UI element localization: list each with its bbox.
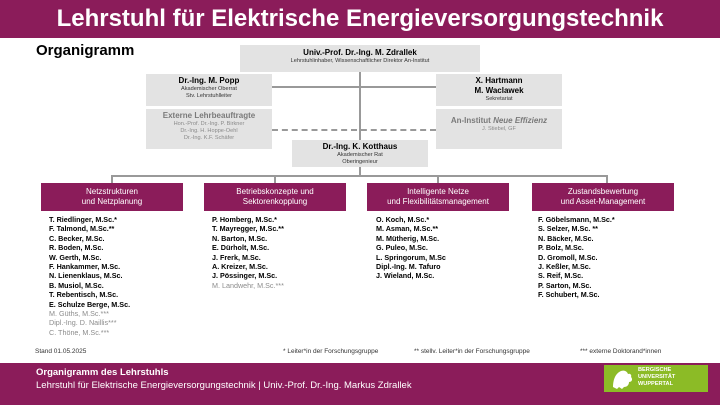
group-member: T. Mayregger, M.Sc.** [212, 224, 284, 234]
group-member-external: M. Güths, M.Sc.*** [49, 309, 109, 319]
group-title-line-1: Intelligente Netze [407, 187, 469, 196]
senior-engineer-role-1: Akademischer Rat [337, 152, 383, 158]
group-members-intelligente-netze [376, 215, 526, 281]
an-institut-name: Neue Effizienz [493, 116, 548, 125]
footer-subtitle: Lehrstuhl für Elektrische Energieversorgungstechnik | Univ.-Prof. Dr.-Ing. Markus Zdrallek [36, 380, 412, 391]
connector-columns-horizontal [111, 175, 608, 177]
an-institut-person: J. Stiebel, GF [482, 126, 516, 132]
group-member: J. Wieland, M.Sc. [376, 271, 435, 281]
university-name-line-3: WUPPERTAL [638, 381, 674, 387]
connector-column-1 [111, 175, 113, 183]
group-member-external: M. Landwehr, M.Sc.*** [212, 280, 284, 290]
lion-emblem-icon [607, 365, 637, 392]
group-member: N. Bäcker, M.Sc. [538, 233, 594, 243]
group-member: M. Asman, M.Sc.** [376, 224, 439, 234]
group-member: S. Reif, M.Sc. [538, 271, 584, 281]
secretariat-name-2: M. Waclawek [474, 86, 524, 95]
legend-deputy: ** stellv. Leiter*in der Forschungsgruppe [414, 348, 530, 355]
secretariat-name-1: X. Hartmann [475, 76, 523, 85]
group-title-line-1: Netzstrukturen [85, 187, 139, 196]
external-lecturers-box [146, 109, 272, 149]
group-member: T. Rebentisch, M.Sc. [49, 290, 119, 300]
group-member: B. Musiol, M.Sc. [49, 280, 104, 290]
group-member: Dipl.-Ing. M. Tafuro [376, 262, 441, 272]
group-member: R. Boden, M.Sc. [49, 243, 104, 253]
university-name-line-2: UNIVERSITÄT [638, 374, 676, 380]
group-member: F. Hankammer, M.Sc. [49, 262, 121, 272]
group-member: F. Talmond, M.Sc.** [49, 224, 115, 234]
group-members-netzstrukturen [49, 215, 199, 337]
connector-secretariat [360, 86, 436, 88]
group-member: J. Keßler, M.Sc. [538, 262, 591, 272]
secretariat-role: Sekretariat [485, 96, 513, 102]
group-member: G. Puleo, M.Sc. [376, 243, 428, 253]
page-title: Lehrstuhl für Elektrische Energieversorgungstechnik [56, 5, 664, 32]
deputy-role-1: Akademischer Oberrat [181, 86, 237, 92]
footer-title: Organigramm des Lehrstuhls [36, 367, 169, 378]
group-member: O. Koch, M.Sc.* [376, 215, 430, 224]
group-member: P. Homberg, M.Sc.* [212, 215, 277, 224]
group-member: E. Schulze Berge, M.Sc. [49, 299, 131, 309]
group-header-netzstrukturen [41, 183, 183, 211]
group-member: N. Lienenklaus, M.Sc. [49, 271, 123, 281]
group-title-line-1: Zustandsbewertung [567, 187, 639, 196]
secretariat-box [436, 74, 562, 106]
group-members-betriebskonzepte [212, 215, 362, 290]
connector-external-dashed [272, 129, 436, 131]
group-member: W. Gerth, M.Sc. [49, 252, 102, 262]
group-member: J. Frerk, M.Sc. [212, 252, 261, 262]
chair-holder-name: Univ.-Prof. Dr.-Ing. M. Zdrallek [303, 48, 417, 57]
group-header-betriebskonzepte [204, 183, 346, 211]
group-member: C. Becker, M.Sc. [49, 233, 105, 243]
group-member: F. Schubert, M.Sc. [538, 290, 600, 300]
group-title-line-2: und Netzplanung [81, 197, 143, 206]
group-title-line-2: Sektorenkopplung [242, 197, 308, 206]
deputy-role-2: Stv. Lehrstuhlleiter [186, 93, 232, 99]
deputy-name: Dr.-Ing. M. Popp [178, 76, 240, 85]
senior-engineer-box [292, 140, 428, 167]
external-lecturer-2: Dr.-Ing. H. Hoppe-Oehl [180, 128, 238, 134]
group-member: A. Kreizer, M.Sc. [212, 262, 268, 272]
group-member: D. Gromoll, M.Sc. [538, 252, 598, 262]
university-name [638, 367, 704, 388]
deputy-box [146, 74, 272, 106]
group-member: S. Selzer, M.Sc. ** [538, 224, 598, 234]
group-title-line-2: und Flexibilitätsmanagement [387, 197, 489, 206]
date-stamp: Stand 01.05.2025 [35, 348, 87, 355]
external-lecturer-3: Dr.-Ing. K.F. Schäfer [183, 135, 235, 141]
group-member-external: C. Thöne, M.Sc.*** [49, 327, 110, 337]
chair-holder-box [240, 45, 480, 72]
group-members-zustandsbewertung [538, 215, 688, 300]
group-member: N. Barton, M.Sc. [212, 233, 268, 243]
group-title-line-2: und Asset-Management [560, 197, 646, 206]
group-header-zustandsbewertung [532, 183, 674, 211]
group-member-external: Dipl.-Ing. D. Naillis*** [49, 318, 117, 328]
senior-engineer-name: Dr.-Ing. K. Kotthaus [322, 142, 398, 151]
connector-popp [272, 86, 360, 88]
group-member: F. Göbelsmann, M.Sc.* [538, 215, 615, 224]
group-member: P. Sarton, M.Sc. [538, 280, 592, 290]
group-member: M. Mütherig, M.Sc. [376, 233, 440, 243]
group-member: P. Bolz, M.Sc. [538, 243, 584, 253]
an-institut-title [436, 116, 562, 126]
group-member: T. Riedlinger, M.Sc.* [49, 215, 117, 224]
legend-external: *** externe Doktorand*innen [580, 348, 662, 355]
senior-engineer-role-2: Oberingenieur [342, 159, 378, 165]
group-header-intelligente-netze [367, 183, 509, 211]
group-title-line-1: Betriebskonzepte und [236, 187, 314, 196]
group-member: E. Dürholt, M.Sc. [212, 243, 270, 253]
connector-column-4 [606, 175, 608, 183]
chair-holder-role: Lehrstuhlinhaber, Wissenschaftlicher Direktor An-Institut [290, 58, 430, 64]
connector-column-2 [274, 175, 276, 183]
connector-column-3 [437, 175, 439, 183]
group-member: L. Springorum, M.Sc [376, 252, 446, 262]
legend-leader: * Leiter*in der Forschungsgruppe [283, 348, 379, 355]
external-lecturers-title: Externe Lehrbeauftragte [162, 111, 256, 120]
an-institut-box [436, 109, 562, 149]
group-member: J. Pössinger, M.Sc. [212, 271, 278, 281]
page-subtitle: Organigramm [36, 42, 135, 59]
an-institut-prefix: An-Institut [450, 116, 494, 125]
external-lecturer-1: Hon.-Prof. Dr.-Ing. P. Birkner [173, 121, 245, 127]
university-name-line-1: BERGISCHE [638, 367, 672, 373]
